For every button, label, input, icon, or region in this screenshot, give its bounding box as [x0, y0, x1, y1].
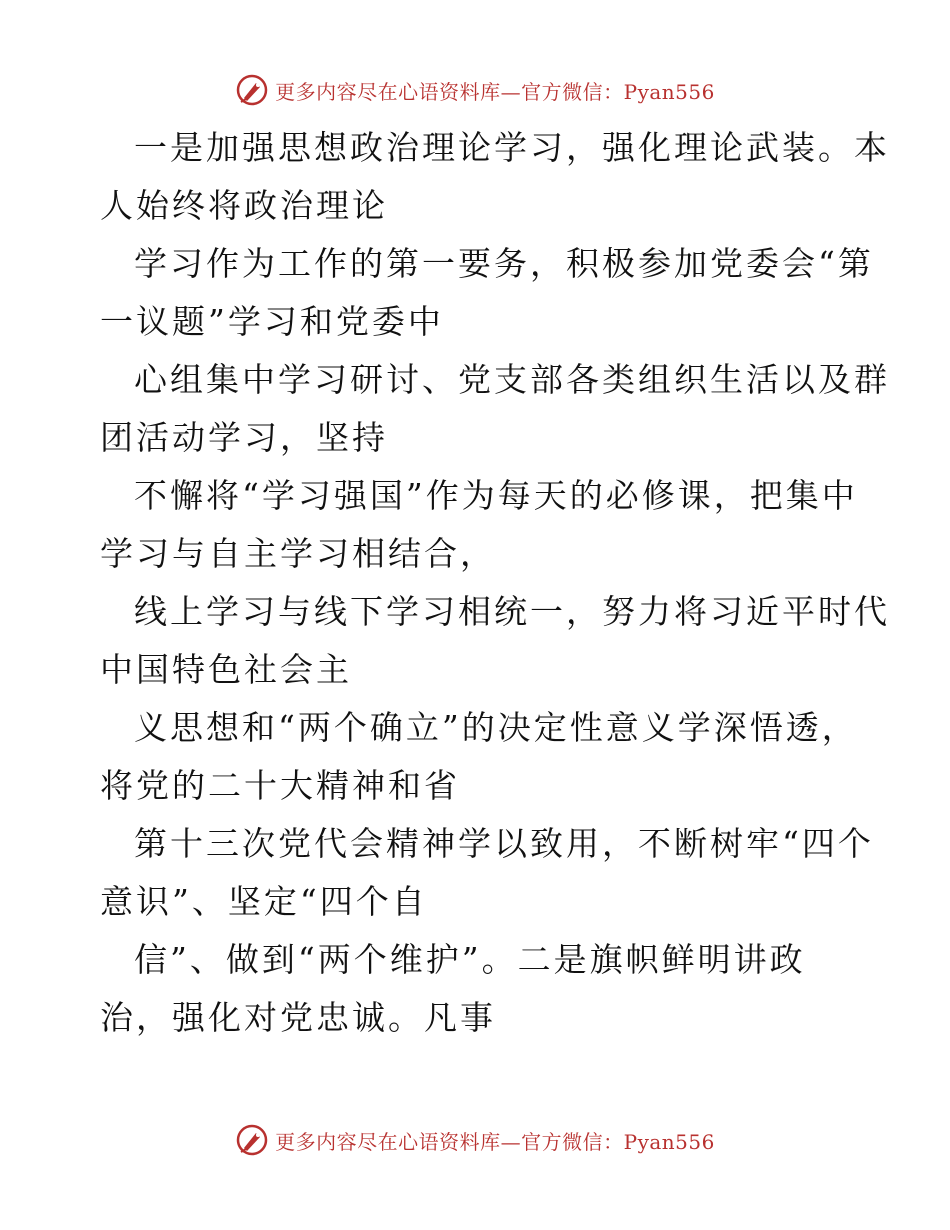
pen-nib-logo-icon: [235, 1123, 269, 1157]
watermark-text: 更多内容尽在心语资料库—官方微信：Pyan556: [275, 79, 715, 104]
text-line: 中国特色社会主: [100, 650, 352, 689]
text-line: 意识”、坚定“四个自: [100, 882, 428, 921]
text-line: 人始终将政治理论: [100, 186, 388, 225]
text-line: 不懈将“学习强国”作为每天的必修课，把集中: [134, 476, 858, 515]
text-line: 将党的二十大精神和省: [100, 766, 460, 805]
text-line: 第十三次党代会精神学以致用，不断树牢“四个: [134, 824, 874, 863]
text-line: 学习作为工作的第一要务，积极参加党委会“第: [134, 244, 874, 283]
watermark-text: 更多内容尽在心语资料库—官方微信：Pyan556: [275, 1129, 715, 1154]
text-line: 一是加强思想政治理论学习，强化理论武装。本: [134, 128, 890, 167]
text-line: 信”、做到“两个维护”。二是旗帜鲜明讲政: [134, 940, 806, 979]
text-line: 治，强化对党忠诚。凡事: [100, 998, 496, 1037]
text-line: 学习与自主学习相结合，: [100, 534, 496, 573]
text-line: 心组集中学习研讨、党支部各类组织生活以及群: [134, 360, 890, 399]
text-line: 义思想和“两个确立”的决定性意义学深悟透，: [134, 708, 858, 747]
text-line: 团活动学习，坚持: [100, 418, 388, 457]
text-line: 线上学习与线下学习相统一，努力将习近平时代: [134, 592, 890, 631]
text-line: 一议题”学习和党委中: [100, 302, 444, 341]
footer-watermark: [0, 1122, 950, 1158]
